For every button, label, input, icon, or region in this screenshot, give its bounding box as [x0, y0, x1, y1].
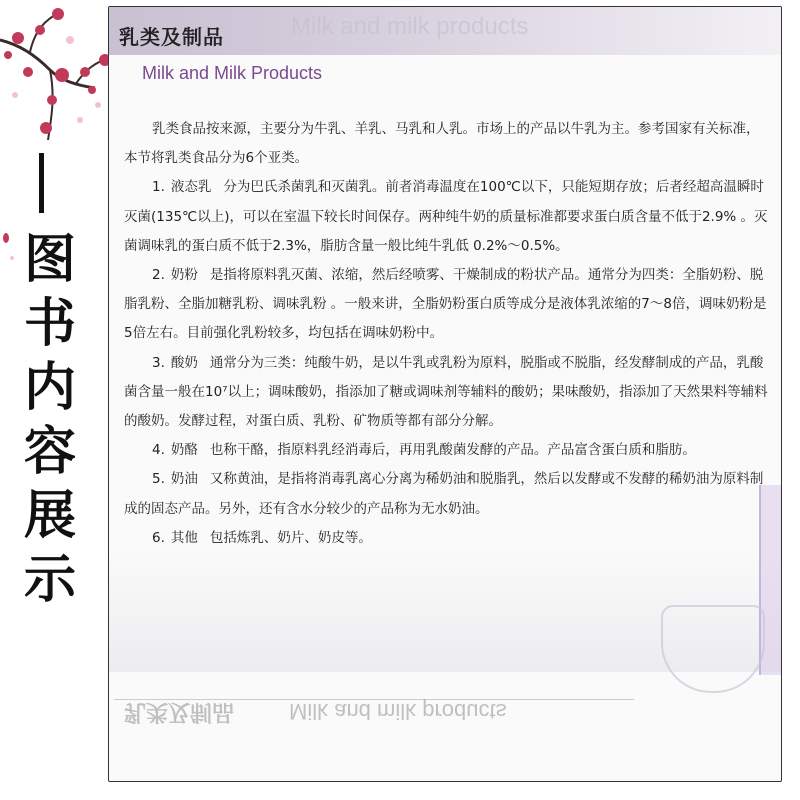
body-text	[124, 115, 772, 553]
item-text: 又称黄油，是指将消毒乳离心分离为稀奶油和脱脂乳，然后以发酵或不发酵的稀奶油为原料制成的固态产品。另外，还有含水分较少的产品称为无水奶油。	[124, 471, 764, 517]
side-title-char: 容	[23, 422, 76, 482]
plum-blossom-decoration	[0, 0, 115, 150]
side-divider-bar	[39, 153, 44, 213]
section-title-en: Milk and Milk Products	[142, 63, 323, 83]
petal-decoration	[0, 228, 20, 268]
side-title-char: 图	[23, 230, 76, 290]
intro-paragraph: 乳类食品按来源，主要分为牛乳、羊乳、马乳和人乳。市场上的产品以牛乳为主。参考国家有关标准，本节将乳类食品分为6个亚类。	[124, 121, 760, 167]
book-page	[108, 6, 782, 782]
section-title-cn: 乳类及制品	[119, 25, 224, 49]
list-item	[124, 173, 772, 261]
ghost-mirror-title-en: Milk and milk products	[289, 699, 507, 724]
item-number: 4.	[152, 442, 165, 459]
side-title-char: 示	[23, 550, 76, 610]
list-item	[124, 465, 772, 523]
item-number: 3.	[152, 354, 165, 371]
milk-cup-image	[661, 605, 765, 693]
item-text: 通常分为三类：纯酸牛奶，是以牛乳或乳粉为原料，脱脂或不脱脂，经发酵制成的产品，乳酸菌含量一般在10⁷以上；调味酸奶，指添加了糖或调味剂等辅料的酸奶；果味酸奶，指添加了天然果料等辅料的酸奶。发酵过程，对蛋白质、乳粉、矿物质等都有部分分解。	[124, 354, 768, 430]
list-item	[124, 524, 772, 553]
item-term: 奶粉	[170, 267, 198, 284]
item-number: 1.	[152, 179, 165, 196]
side-title-char: 展	[23, 486, 76, 546]
item-term: 酸奶	[170, 354, 198, 371]
header-ghost-text: Milk and milk products	[291, 13, 529, 40]
ghost-mirror-title-cn: 乳类及制品	[124, 700, 235, 725]
item-term: 其他	[170, 529, 198, 546]
item-term: 奶油	[170, 471, 198, 488]
list-item	[124, 261, 772, 349]
item-text: 是指将原料乳灭菌、浓缩，然后经喷雾、干燥制成的粉状产品。通常分为四类：全脂奶粉、脱脂乳粉、全脂加糖乳粉、调味乳粉 。一般来讲，全脂奶粉蛋白质等成分是液体乳浓缩的7～8倍，调味奶粉是5倍左右。目前强化乳粉较多，均包括在调味奶粉中。	[124, 267, 767, 342]
item-term: 液态乳	[170, 179, 212, 196]
item-text: 分为巴氏杀菌乳和灭菌乳。前者消毒温度在100℃以下，只能短期存放；后者经超高温瞬时灭菌(135℃以上)，可以在室温下较长时间保存。两种纯牛奶的质量标准都要求蛋白质含量不低于2.9% 。灭菌调味乳的蛋白质不低于2.3%，脂肪含量一般比纯牛乳低 0.2%～0.5%。	[124, 179, 768, 254]
item-term: 奶酪	[170, 442, 198, 459]
item-text: 也称干酪，指原料乳经消毒后，再用乳酸菌发酵的产品。产品富含蛋白质和脂肪。	[209, 442, 696, 459]
list-item	[124, 349, 772, 437]
side-title-char: 书	[23, 294, 76, 354]
side-vertical-title	[20, 228, 80, 612]
side-title-char: 内	[23, 358, 76, 418]
item-number: 5.	[152, 471, 165, 488]
item-number: 6.	[152, 529, 165, 546]
list-item	[124, 436, 772, 465]
item-text: 包括炼乳、奶片、奶皮等。	[209, 529, 372, 546]
item-number: 2.	[152, 267, 165, 284]
